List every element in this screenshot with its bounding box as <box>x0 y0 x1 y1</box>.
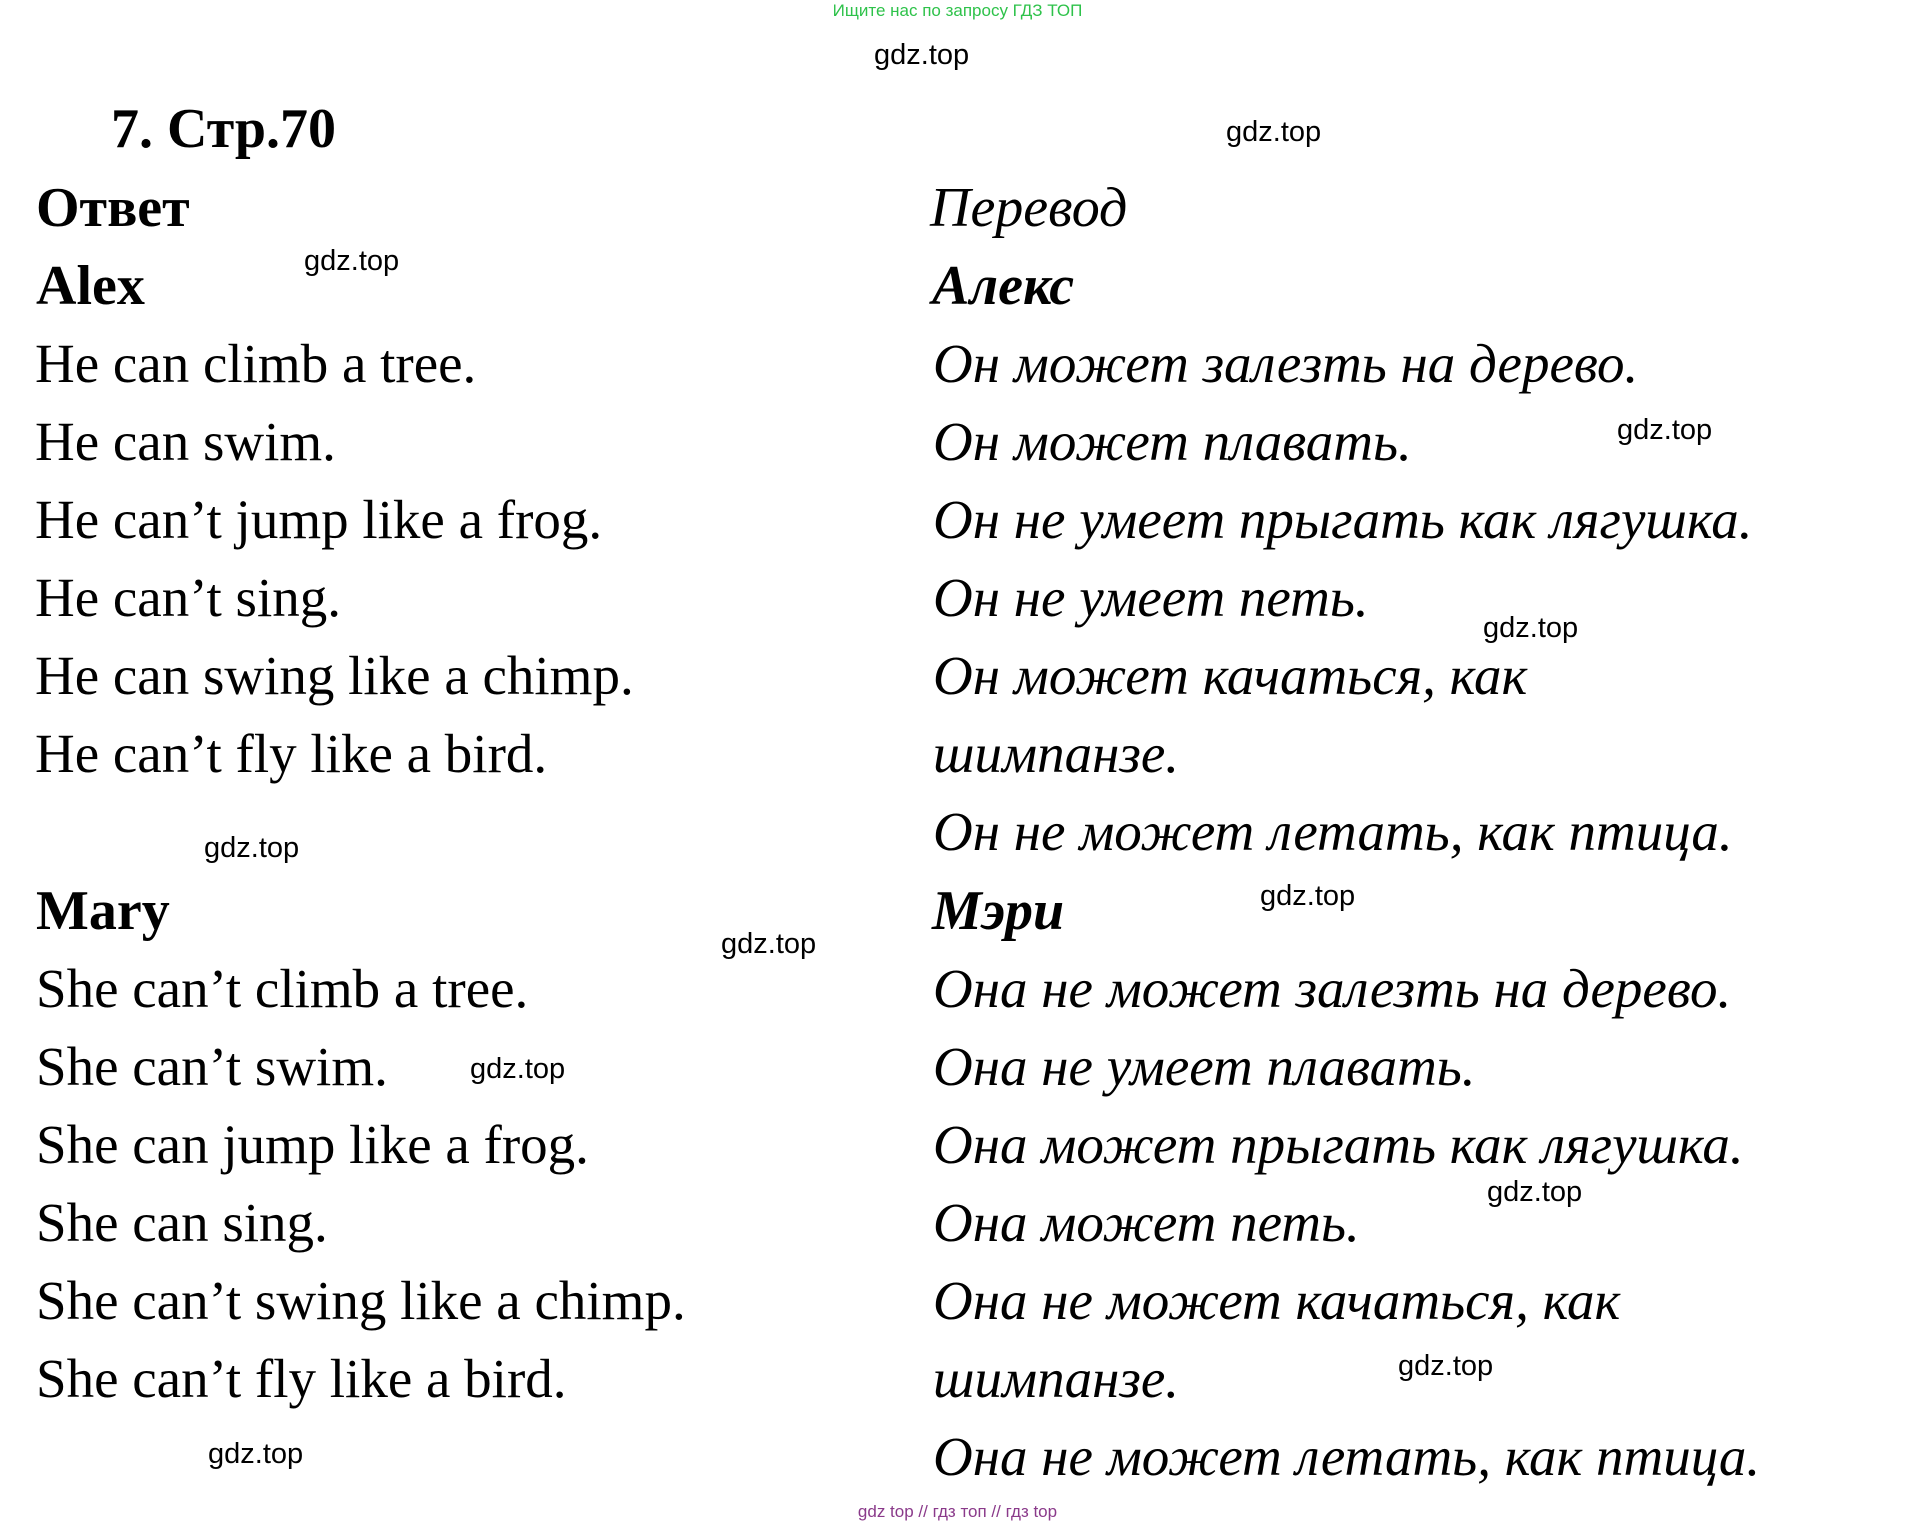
watermark: gdz.top <box>204 832 300 864</box>
alex-line: He can swing like a chimp. <box>35 645 634 706</box>
watermark: gdz.top <box>1483 612 1579 644</box>
alex-name-ru: Алекс <box>932 255 1075 317</box>
alex-line-ru: Он не умеет петь. <box>933 567 1369 628</box>
alex-line-ru: Он не может летать, как птица. <box>933 801 1733 862</box>
mary-line-ru: Она не может летать, как птица. <box>933 1426 1761 1487</box>
translation-heading: Перевод <box>930 177 1128 239</box>
alex-line-ru: Он не умеет прыгать как лягушка. <box>933 489 1753 550</box>
alex-line-ru: Он может залезть на дерево. <box>933 333 1639 394</box>
mary-line: She can’t swing like a chimp. <box>36 1270 686 1331</box>
alex-line: He can’t jump like a frog. <box>35 489 603 550</box>
alex-name: Alex <box>36 255 145 317</box>
mary-name-ru: Мэри <box>932 880 1065 942</box>
watermark: gdz.top <box>208 1438 304 1470</box>
mary-line: She can jump like a frog. <box>36 1114 589 1175</box>
watermark: gdz.top <box>470 1053 566 1085</box>
alex-line-ru: Он может плавать. <box>933 411 1412 472</box>
watermark: gdz.top <box>1487 1176 1583 1208</box>
answer-heading: Ответ <box>36 177 190 239</box>
alex-line: He can swim. <box>35 411 336 472</box>
mary-line-ru: шимпанзе. <box>933 1348 1180 1409</box>
watermark: gdz.top <box>304 245 400 277</box>
mary-line: She can’t climb a tree. <box>36 958 529 1019</box>
alex-line-ru: шимпанзе. <box>933 723 1180 784</box>
mary-line-ru: Она может петь. <box>933 1192 1360 1253</box>
alex-line: He can’t fly like a bird. <box>35 723 548 784</box>
mary-line-ru: Она не может залезть на дерево. <box>933 958 1732 1019</box>
watermark: gdz.top <box>874 39 970 71</box>
exercise-title: 7. Стр.70 <box>111 98 337 160</box>
mary-line-ru: Она не может качаться, как <box>933 1270 1621 1331</box>
mary-line: She can sing. <box>36 1192 328 1253</box>
watermark: gdz.top <box>1617 414 1713 446</box>
mary-line-ru: Она не умеет плавать. <box>933 1036 1476 1097</box>
mary-name: Mary <box>36 880 170 942</box>
bottom-banner[interactable]: gdz top // гдз топ // гдз top <box>857 1502 1058 1521</box>
watermark: gdz.top <box>1398 1350 1494 1382</box>
alex-line: He can climb a tree. <box>35 333 477 394</box>
watermark: gdz.top <box>1260 880 1356 912</box>
alex-line-ru: Он может качаться, как <box>933 645 1528 706</box>
mary-line: She can’t fly like a bird. <box>36 1348 567 1409</box>
alex-line: He can’t sing. <box>35 567 341 628</box>
watermark: gdz.top <box>721 928 817 960</box>
mary-line: She can’t swim. <box>36 1036 388 1097</box>
watermark: gdz.top <box>1226 116 1322 148</box>
mary-line-ru: Она может прыгать как лягушка. <box>933 1114 1744 1175</box>
top-banner[interactable]: Ищите нас по запросу ГДЗ ТОП <box>832 1 1083 20</box>
